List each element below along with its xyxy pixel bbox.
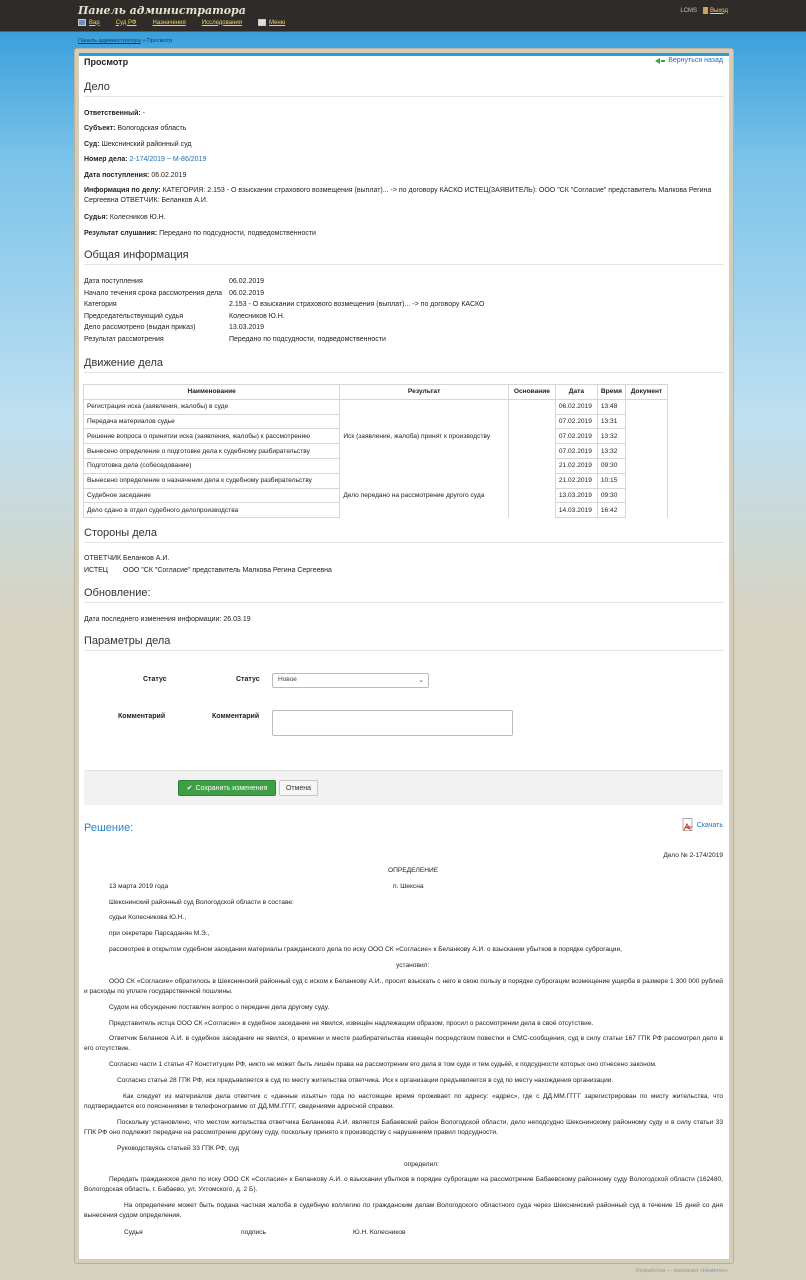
table-row: [84, 503, 668, 518]
decision-date: 13 марта 2019 года: [109, 883, 169, 890]
cell-document: [625, 399, 667, 414]
cell-date: 21.02.2019: [555, 458, 597, 473]
update-text: Дата последнего изменения информации: 26.03.19: [84, 616, 251, 623]
cell-time: 13:31: [597, 414, 625, 429]
table-row: [84, 473, 668, 488]
cell-document: [625, 429, 667, 444]
back-arrow-icon: [655, 58, 660, 64]
table-row: [84, 458, 668, 473]
col-time: Время: [597, 385, 625, 400]
top-bar: [0, 0, 806, 31]
field-info: [84, 186, 724, 206]
signature-sign: подпись: [241, 1229, 266, 1236]
nav-item-research[interactable]: Исследования: [201, 19, 242, 26]
save-button-label: Сохранить изменения: [195, 784, 268, 792]
field-responsible: [84, 109, 724, 119]
cell-time: 10:15: [597, 473, 625, 488]
cell-document: [625, 444, 667, 459]
cell-date: 06.02.2019: [555, 399, 597, 414]
cell-time: 13:48: [597, 399, 625, 414]
parties-heading: Стороны дела: [84, 527, 724, 543]
decision-paragraph: Шекснинский районный суд Вологодской области в составе:: [109, 899, 294, 906]
cell-name: Вынесено определение о назначении дела к судебному разбирательству: [84, 473, 340, 488]
nav-item-appointments[interactable]: Назначения: [152, 19, 186, 26]
judge-label: Судья:: [84, 214, 108, 221]
logout-link[interactable]: Выход: [703, 7, 728, 14]
download-label: Скачать: [696, 821, 723, 829]
decision-title: ОПРЕДЕЛЕНИЕ: [388, 867, 439, 874]
signature-name: Ю.Н. Колесников: [353, 1229, 406, 1236]
party-role: ОТВЕТЧИК: [84, 555, 122, 562]
cell-name: Передача материалов судье: [84, 414, 340, 429]
general-key: Дата поступления: [84, 278, 143, 285]
decision-heading: Решение:: [84, 822, 134, 834]
decision-paragraph: рассмотрев в открытом судебном заседании материалы гражданского дела по иску ООО СК «Согласие» к Беланкову А.И. о взыскании убытков в порядке суброгации,: [109, 946, 622, 953]
cell-result: [340, 458, 509, 473]
cell-result: [340, 503, 509, 518]
cell-result: [340, 444, 509, 459]
general-row: [84, 290, 264, 297]
movement-heading: Движение дела: [84, 357, 724, 373]
cell-basis: [508, 444, 555, 459]
status-select[interactable]: [272, 673, 429, 688]
cell-result: Дело передано на рассмотрение другого суда: [340, 488, 509, 503]
breadcrumb: [78, 38, 172, 44]
pdf-icon: [682, 818, 694, 832]
cell-basis: [508, 399, 555, 414]
decision-paragraph: На определение может быть подана частная жалоба в судебную коллегию по гражданским делам Вологодского областного суда через Шекснинский районный суд в течение 15 дней со дня вынесения судом определения.: [84, 1202, 723, 1219]
table-row: [84, 399, 668, 414]
check-icon: ✔: [186, 785, 193, 792]
decision-case-number: Дело № 2-174/2019: [663, 852, 723, 859]
general-key: Председательствующий судья: [84, 313, 184, 320]
cell-time: 13:32: [597, 444, 625, 459]
cell-date: 07.02.2019: [555, 429, 597, 444]
party-row: [84, 555, 169, 562]
party-row: [84, 567, 332, 574]
result-label: Результат слушания:: [84, 230, 158, 237]
params-heading: Параметры дела: [84, 635, 724, 651]
general-key: Начало течения срока рассмотрения дела: [84, 290, 223, 297]
decision-paragraph: Руководствуясь статьей 33 ГПК РФ, суд: [117, 1145, 239, 1152]
top-right: [680, 7, 728, 14]
decision-paragraph: Поскольку установлено, что местом жительства ответчика Беланкова А.И. является Бабаевский район Вологодской области, дело неподсудно Шекснинскому районному суду и в силу статьи 33 ГПК РФ оно подлежит передаче на рассмотрение другому суду, поскольку принято к производству с нарушением правил подсудности.: [84, 1119, 723, 1136]
decision-paragraph: при секретаре Парсаданян М.Э.,: [109, 930, 210, 937]
nav-item-sud-rf[interactable]: Суд РФ: [115, 19, 137, 26]
cell-result: Иск (заявление, жалоба) принят к производству: [340, 429, 509, 444]
back-link-label: Вернуться назад: [668, 57, 723, 64]
comment-label: Комментарий: [212, 713, 260, 720]
decision-paragraph: судьи Колесникова Ю.Н.,: [109, 914, 187, 921]
cell-document: [625, 458, 667, 473]
comment-textarea[interactable]: [272, 710, 513, 736]
general-value: 2.153 - О взыскании страхового возмещения (выплат)... -> по договору КАСКО: [229, 301, 485, 308]
decision-place: п. Шексна: [393, 883, 424, 890]
cell-basis: [508, 458, 555, 473]
nav-item-menu[interactable]: Меню: [258, 19, 285, 26]
download-link[interactable]: [682, 818, 723, 832]
breadcrumb-current: » Просмотр: [142, 38, 172, 44]
party-name: ООО "СК "Согласие" представитель Малкова Регина Сергеевна: [123, 567, 332, 574]
decision-paragraph: определил:: [404, 1161, 439, 1168]
back-arrow-tail: [661, 60, 665, 62]
col-date: Дата: [555, 385, 597, 400]
footer-link[interactable]: Неметон: [702, 1268, 725, 1274]
cell-time: 13:32: [597, 429, 625, 444]
cell-name: Решение вопроса о принятии иска (заявления, жалобы) к рассмотрению: [84, 429, 340, 444]
table-row: [84, 414, 668, 429]
cell-document: [625, 503, 667, 518]
cell-time: 16:42: [597, 503, 625, 518]
table-row: [84, 429, 668, 444]
cell-date: 21.02.2019: [555, 473, 597, 488]
breadcrumb-admin-link[interactable]: Панель администратора: [78, 38, 141, 44]
cell-basis: [508, 488, 555, 503]
decision-paragraph: Ответчик Беланков А.И. в судебное заседание не явился, о времени и месте разбирательства извещён посредством повестки и СМС-сообщения, суд в силу статьи 167 ГПК РФ рассмотрел дело в его отсутствие.: [84, 1035, 723, 1052]
comment-label-left: Комментарий: [118, 713, 166, 720]
received-value: 06.02.2019: [151, 172, 187, 179]
menu-icon: [258, 19, 266, 26]
cell-document: [625, 414, 667, 429]
general-row: [84, 336, 386, 343]
chevron-down-icon: ⌄: [418, 677, 424, 684]
footer-credit: [636, 1268, 728, 1274]
general-value: Колесников Ю.Н.: [229, 313, 285, 320]
cell-name: Регистрация иска (заявления, жалобы) в суде: [84, 399, 340, 414]
col-document: Документ: [625, 385, 667, 400]
app-title: Панель администратора: [78, 4, 246, 17]
decision-paragraph: Согласно статье 28 ГПК РФ, иск предъявляется в суд по месту жительства ответчика. Иск к организации предъявляется в суд по месту нахождения организации.: [117, 1077, 614, 1084]
general-heading: Общая информация: [84, 249, 724, 265]
cell-name: Дело сдано в отдел судебного делопроизводства: [84, 503, 340, 518]
decision-paragraph: Согласно части 1 статьи 47 Конституции РФ, никто не может быть лишён права на рассмотрение его дела в том суде и тем судьёй, к подсудности которых оно отнесено законом.: [109, 1061, 657, 1068]
table-row: [84, 488, 668, 503]
general-value: 06.02.2019: [229, 278, 265, 285]
decision-paragraph: установил:: [396, 962, 430, 969]
cell-basis: [508, 429, 555, 444]
cancel-button[interactable]: Отмена: [279, 780, 318, 796]
cell-document: [625, 488, 667, 503]
table-header-row: [84, 385, 668, 400]
party-name: Беланков А.И.: [123, 555, 170, 562]
back-link[interactable]: [655, 57, 723, 64]
general-value: 06.02.2019: [229, 290, 265, 297]
case-number-label: Номер дела:: [84, 156, 128, 163]
col-name: Наименование: [84, 385, 340, 400]
decision-paragraph: Судом на обсуждение поставлен вопрос о передаче дела другому суду.: [109, 1004, 330, 1011]
responsible-value: -: [142, 110, 146, 117]
save-button[interactable]: [178, 780, 276, 796]
status-select-value: Новое: [278, 676, 297, 683]
judge-value: Колесников Ю.Н.: [109, 214, 166, 221]
general-value: Передано по подсудности, подведомственности: [229, 336, 386, 343]
cell-time: 09:30: [597, 488, 625, 503]
cell-date: 13.03.2019: [555, 488, 597, 503]
cell-date: 07.02.2019: [555, 414, 597, 429]
cell-result: [340, 414, 509, 429]
general-row: [84, 324, 264, 331]
page-title: Просмотр: [84, 57, 129, 67]
col-basis: Основание: [508, 385, 555, 400]
general-row: [84, 313, 285, 320]
party-role: ИСТЕЦ: [84, 567, 108, 574]
cell-name: Судебное заседание: [84, 488, 340, 503]
footer-end: »: [724, 1268, 728, 1274]
signature-role: Судья: [124, 1229, 143, 1236]
cell-basis: [508, 414, 555, 429]
court-label: Суд:: [84, 141, 100, 148]
case-number-link[interactable]: 2-174/2019 ~ М-86/2019: [129, 156, 207, 163]
general-value: 13.03.2019: [229, 324, 265, 331]
decision-paragraph: ООО СК «Согласие» обратилось в Шекснинский районный суд с иском к Беланкову А.И., просит взыскать с него в свою пользу в порядке суброгации возмещение ущерба в размере 1 300 000 рублей и расходы по уплате государственной пошлины.: [84, 978, 723, 995]
top-nav: [78, 19, 301, 26]
responsible-label: Ответственный:: [84, 110, 141, 117]
info-value: КАТЕГОРИЯ: 2.153 - О взыскании страхового возмещения (выплат)... -> по договору КАСКО ИСТЕЦ(ЗАЯВИТЕЛЬ): ООО "СК "Согласие" представитель Малкова Регина Сергеевна ОТВЕТЧИК: Беланков А.И.: [84, 187, 712, 204]
decision-paragraph: Как следует из материалов дела ответчик с «данные изъяты» года по настоящее время проживает по адресу: «адрес», где с ДД.ММ.ГГГГ зарегистрирован по месту жительства, что подтверждается его пояснениями в телефонограмме от ДД.ММ.ГГГГ, сведениями адресной справки.: [84, 1093, 723, 1110]
field-court: [84, 140, 724, 150]
cell-result: [340, 473, 509, 488]
update-heading: Обновление:: [84, 587, 724, 603]
cell-document: [625, 473, 667, 488]
cell-result: [340, 399, 509, 414]
nav-item-var[interactable]: Вар: [78, 19, 100, 26]
case-heading: Дело: [84, 81, 724, 97]
footer-text: Разработка — компания «: [635, 1268, 703, 1274]
cell-basis: [508, 473, 555, 488]
general-key: Дело рассмотрено (выдан приказ): [84, 324, 196, 331]
subject-label: Субъект:: [84, 125, 116, 132]
table-row: [84, 444, 668, 459]
general-row: [84, 278, 264, 285]
cell-name: Вынесено определение о подготовке дела к судебному разбирательству: [84, 444, 340, 459]
cell-name: Подготовка дела (собеседование): [84, 458, 340, 473]
status-label-left: Статус: [143, 676, 167, 683]
field-received: [84, 171, 724, 181]
received-label: Дата поступления:: [84, 172, 150, 179]
field-judge: [84, 213, 724, 223]
general-row: [84, 301, 484, 308]
decision-paragraph: Передать гражданское дело по иску ООО СК «Согласие» к Беланкову А.И. о взыскании убытков в порядке суброгации на рассмотрение Бабаевскому районному суду Вологодской области (162480, Вологодская область, г. Бабаево, ул. Ухтомского, д. 2 Б).: [84, 1176, 723, 1193]
col-result: Результат: [340, 385, 509, 400]
general-key: Результат рассмотрения: [84, 336, 164, 343]
cell-basis: [508, 503, 555, 518]
door-icon: [703, 7, 708, 14]
movement-table: [83, 384, 668, 518]
decision-paragraph: Представитель истца ООО СК «Согласие» в судебное заседание не явился, извещён надлежащим образом, просил о рассмотрении дела в своё отсутствие.: [109, 1020, 594, 1027]
cell-date: 14.03.2019: [555, 503, 597, 518]
subject-value: Вологодская область: [117, 125, 187, 132]
result-value: Передано по подсудности, подведомственности: [159, 230, 316, 237]
info-label: Информация по делу:: [84, 187, 161, 194]
cell-time: 09:30: [597, 458, 625, 473]
field-result: [84, 229, 724, 239]
status-label: Статус: [236, 676, 260, 683]
court-value: Шекснинский районный суд: [101, 141, 192, 148]
lcms-label: LCMS: [680, 7, 698, 14]
field-subject: [84, 124, 724, 134]
field-case-number: [84, 155, 724, 165]
cell-date: 07.02.2019: [555, 444, 597, 459]
general-key: Категория: [84, 301, 117, 308]
vk-icon: [78, 19, 86, 26]
